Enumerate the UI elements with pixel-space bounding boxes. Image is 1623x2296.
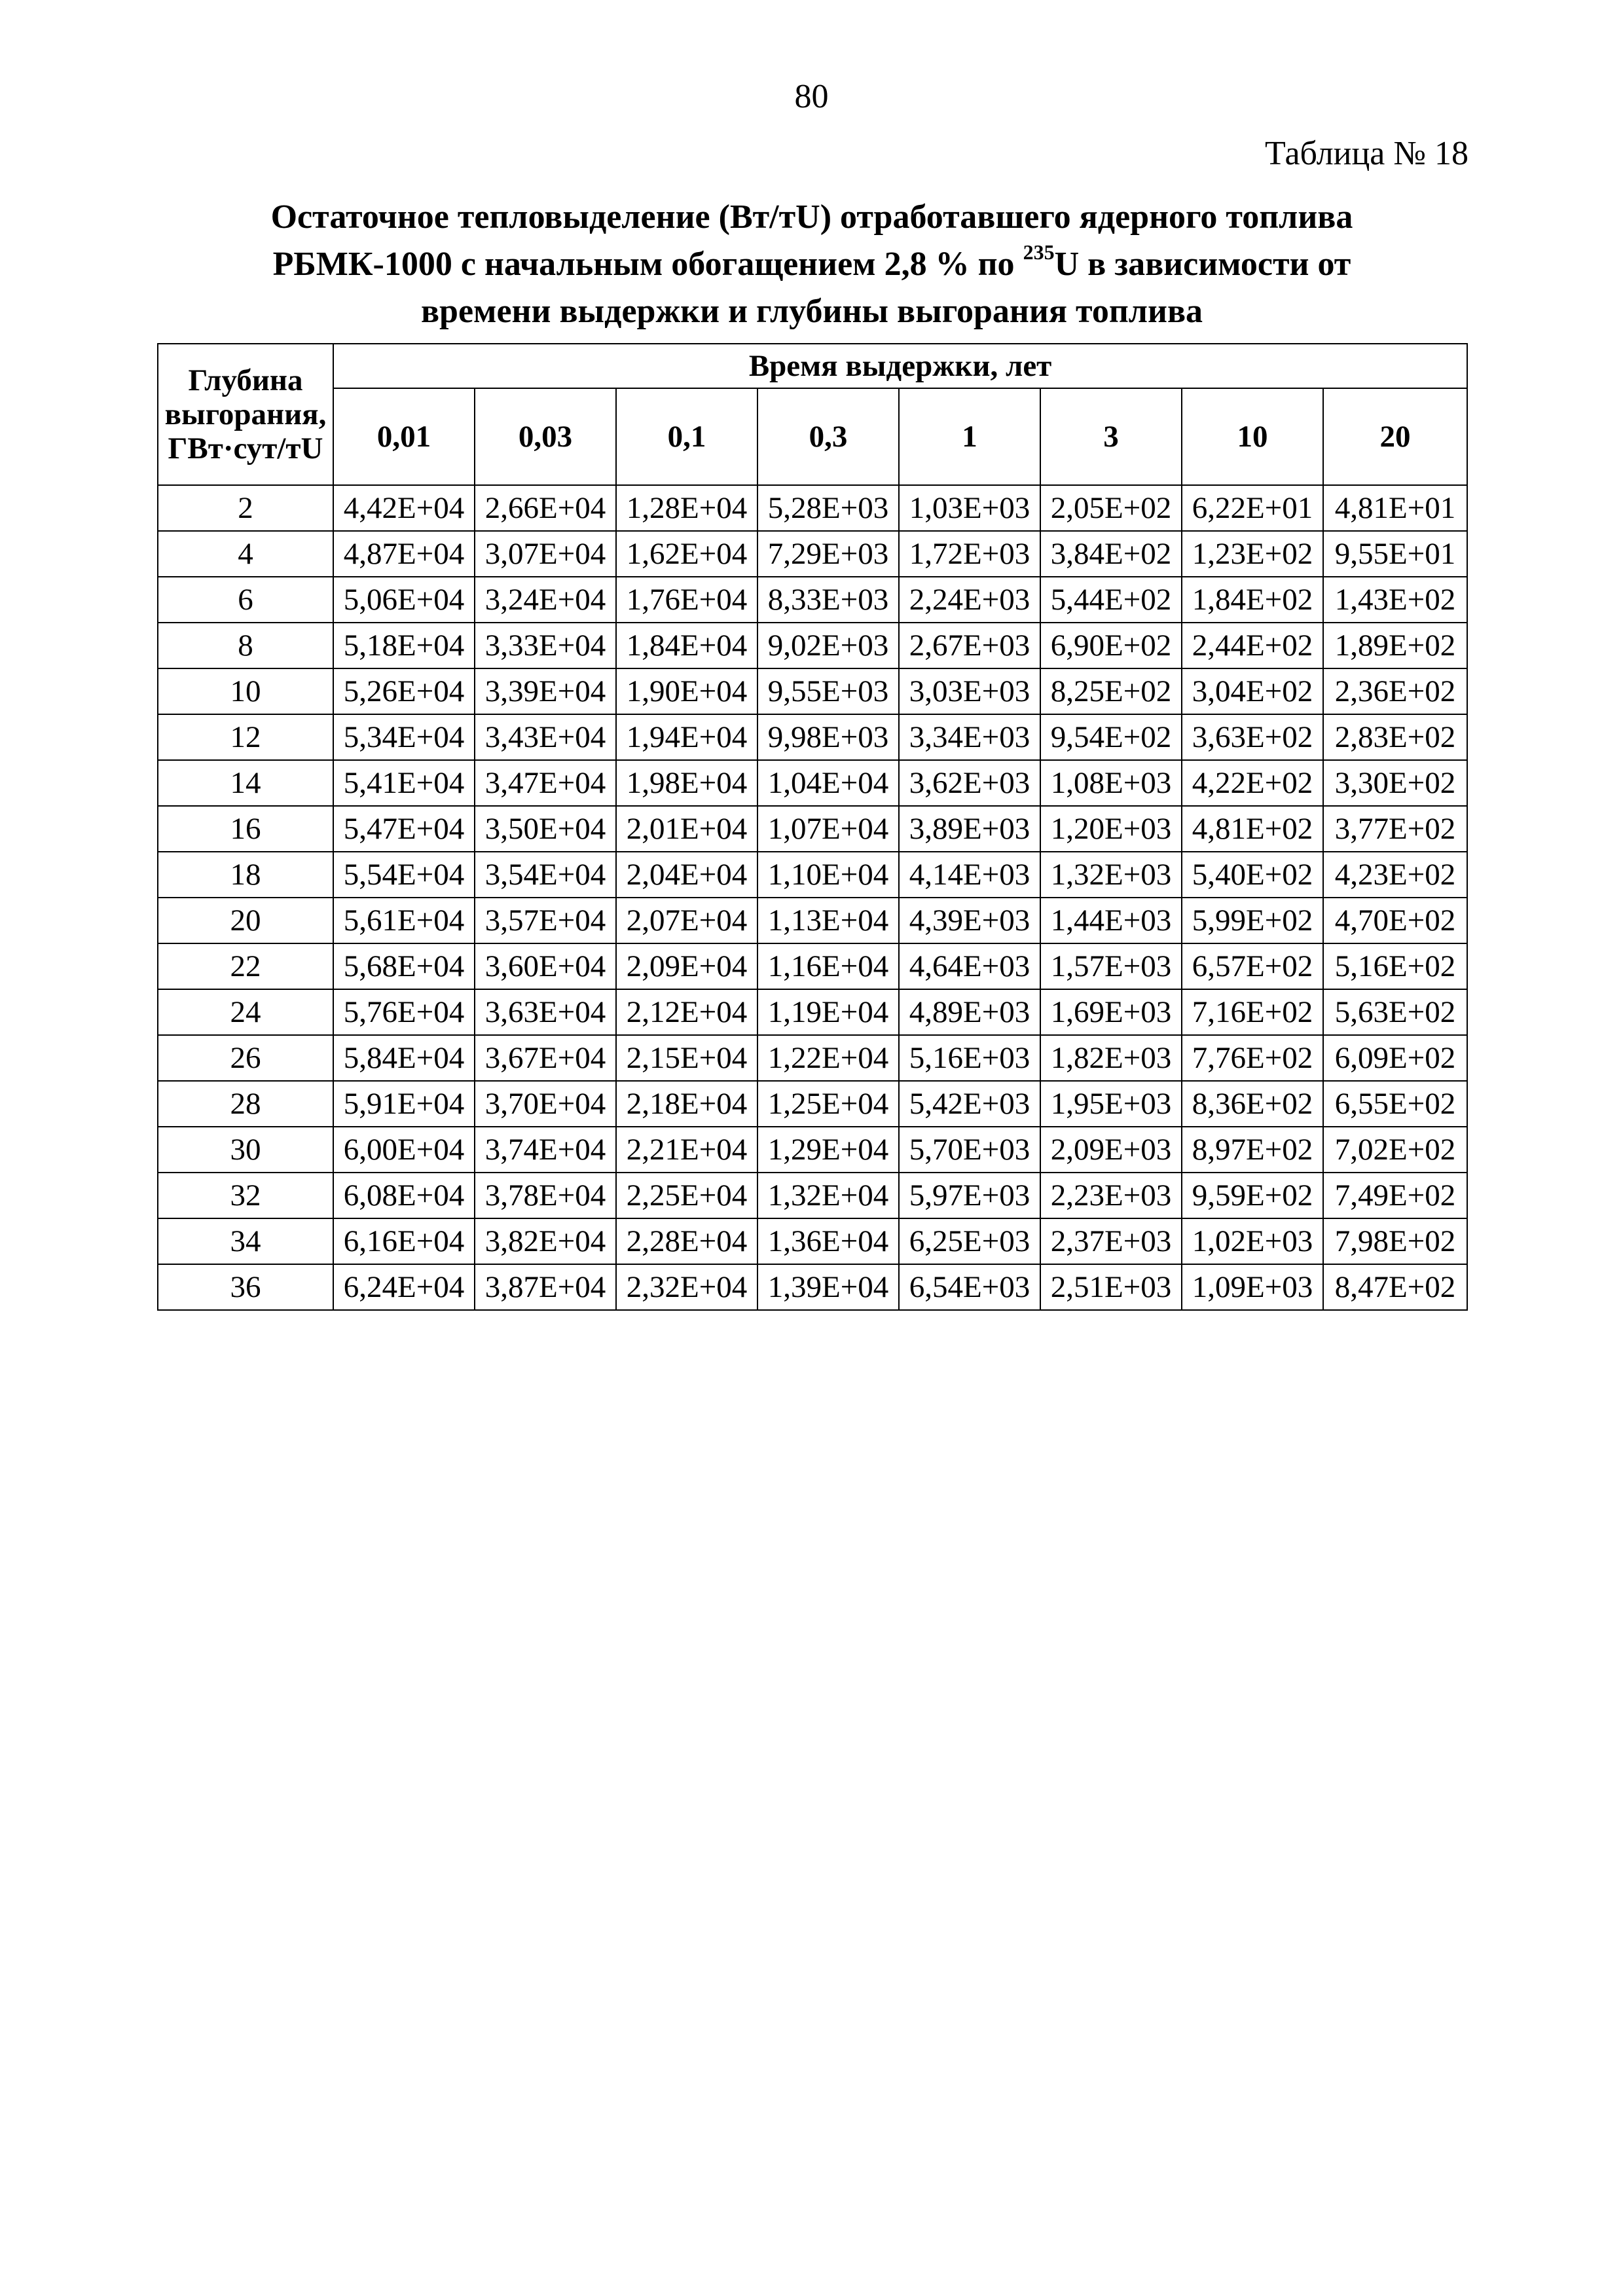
heat-value-cell: 2,15E+04 (616, 1035, 757, 1081)
table-header (158, 344, 1467, 485)
heat-value-cell: 7,76E+02 (1182, 1035, 1323, 1081)
heat-value-cell: 3,50E+04 (475, 806, 616, 852)
heat-value-cell: 2,51E+03 (1040, 1264, 1182, 1310)
heat-value-cell: 5,54E+04 (333, 852, 475, 898)
heat-value-cell: 3,60E+04 (475, 943, 616, 989)
heat-value-cell: 5,61E+04 (333, 898, 475, 943)
heat-value-cell: 1,72E+03 (899, 531, 1040, 577)
table-row (158, 898, 1467, 943)
title-line-2 (157, 241, 1467, 288)
heat-value-cell: 5,40E+02 (1182, 852, 1323, 898)
heat-value-cell: 3,33E+04 (475, 623, 616, 668)
burnup-cell: 34 (158, 1218, 333, 1264)
table-row (158, 1035, 1467, 1081)
heat-value-cell: 1,82E+03 (1040, 1035, 1182, 1081)
heat-value-cell: 5,76E+04 (333, 989, 475, 1035)
heat-value-cell: 1,32E+03 (1040, 852, 1182, 898)
heat-value-cell: 5,16E+03 (899, 1035, 1040, 1081)
header-row-group (158, 344, 1467, 388)
heat-value-cell: 2,25E+04 (616, 1173, 757, 1218)
burnup-cell: 24 (158, 989, 333, 1035)
heat-value-cell: 5,18E+04 (333, 623, 475, 668)
heat-value-cell: 8,97E+02 (1182, 1127, 1323, 1173)
heat-value-cell: 2,66E+04 (475, 485, 616, 531)
heat-value-cell: 3,89E+03 (899, 806, 1040, 852)
heat-value-cell: 5,41E+04 (333, 760, 475, 806)
heat-value-cell: 7,29E+03 (757, 531, 899, 577)
heat-value-cell: 2,05E+02 (1040, 485, 1182, 531)
heat-value-cell: 4,42E+04 (333, 485, 475, 531)
heat-value-cell: 5,16E+02 (1323, 943, 1467, 989)
heat-value-cell: 2,21E+04 (616, 1127, 757, 1173)
heat-value-cell: 2,32E+04 (616, 1264, 757, 1310)
heat-value-cell: 4,81E+02 (1182, 806, 1323, 852)
burnup-header-line-2: выгорания, (164, 397, 327, 431)
table-row (158, 668, 1467, 714)
burnup-header-line-3: ГВт·сут/тU (168, 431, 323, 465)
burnup-header-line-1: Глубина (188, 363, 303, 397)
heat-value-cell: 9,98E+03 (757, 714, 899, 760)
heat-value-cell: 9,55E+01 (1323, 531, 1467, 577)
heat-value-cell: 1,43E+02 (1323, 577, 1467, 623)
heat-value-cell: 5,28E+03 (757, 485, 899, 531)
heat-value-cell: 2,23E+03 (1040, 1173, 1182, 1218)
heat-value-cell: 1,25E+04 (757, 1081, 899, 1127)
heat-value-cell: 1,03E+03 (899, 485, 1040, 531)
heat-value-cell: 4,81E+01 (1323, 485, 1467, 531)
heat-value-cell: 3,24E+04 (475, 577, 616, 623)
heat-value-cell: 5,97E+03 (899, 1173, 1040, 1218)
heat-value-cell: 2,18E+04 (616, 1081, 757, 1127)
heat-value-cell: 2,24E+03 (899, 577, 1040, 623)
heat-value-cell: 3,62E+03 (899, 760, 1040, 806)
heat-value-cell: 2,44E+02 (1182, 623, 1323, 668)
table-row (158, 989, 1467, 1035)
column-header-time: 0,1 (616, 388, 757, 485)
heat-value-cell: 1,20E+03 (1040, 806, 1182, 852)
table-row (158, 531, 1467, 577)
burnup-cell: 26 (158, 1035, 333, 1081)
heat-value-cell: 1,76E+04 (616, 577, 757, 623)
heat-value-cell: 1,19E+04 (757, 989, 899, 1035)
heat-value-cell: 7,16E+02 (1182, 989, 1323, 1035)
heat-value-cell: 5,63E+02 (1323, 989, 1467, 1035)
heat-value-cell: 1,29E+04 (757, 1127, 899, 1173)
table-row (158, 760, 1467, 806)
title-line-2-start: РБМК-1000 с начальным обогащением 2,8 % по (272, 246, 1023, 283)
heat-value-cell: 3,87E+04 (475, 1264, 616, 1310)
heat-value-cell: 5,99E+02 (1182, 898, 1323, 943)
heat-value-cell: 2,36E+02 (1323, 668, 1467, 714)
heat-value-cell: 6,16E+04 (333, 1218, 475, 1264)
heat-value-cell: 3,77E+02 (1323, 806, 1467, 852)
heat-value-cell: 3,57E+04 (475, 898, 616, 943)
heat-value-cell: 4,70E+02 (1323, 898, 1467, 943)
heat-value-cell: 6,55E+02 (1323, 1081, 1467, 1127)
heat-value-cell: 2,07E+04 (616, 898, 757, 943)
table-row (158, 1218, 1467, 1264)
table-row (158, 943, 1467, 989)
heat-value-cell: 7,49E+02 (1323, 1173, 1467, 1218)
heat-value-cell: 5,34E+04 (333, 714, 475, 760)
table-row (158, 714, 1467, 760)
heat-value-cell: 4,64E+03 (899, 943, 1040, 989)
heat-value-cell: 5,70E+03 (899, 1127, 1040, 1173)
heat-value-cell: 3,63E+04 (475, 989, 616, 1035)
burnup-cell: 4 (158, 531, 333, 577)
table-row (158, 1264, 1467, 1310)
heat-value-cell: 4,14E+03 (899, 852, 1040, 898)
heat-value-cell: 1,07E+04 (757, 806, 899, 852)
burnup-cell: 12 (158, 714, 333, 760)
table-row (158, 1081, 1467, 1127)
heat-value-cell: 1,04E+04 (757, 760, 899, 806)
column-header-time: 0,03 (475, 388, 616, 485)
heat-value-cell: 6,09E+02 (1323, 1035, 1467, 1081)
heat-value-cell: 1,08E+03 (1040, 760, 1182, 806)
heat-value-cell: 1,22E+04 (757, 1035, 899, 1081)
heat-value-cell: 5,44E+02 (1040, 577, 1182, 623)
heat-value-cell: 8,33E+03 (757, 577, 899, 623)
heat-value-cell: 4,23E+02 (1323, 852, 1467, 898)
burnup-cell: 22 (158, 943, 333, 989)
heat-value-cell: 3,04E+02 (1182, 668, 1323, 714)
heat-value-cell: 3,54E+04 (475, 852, 616, 898)
heat-value-cell: 8,36E+02 (1182, 1081, 1323, 1127)
table-row (158, 852, 1467, 898)
heat-value-cell: 1,02E+03 (1182, 1218, 1323, 1264)
heat-value-cell: 9,59E+02 (1182, 1173, 1323, 1218)
heat-value-cell: 4,87E+04 (333, 531, 475, 577)
burnup-cell: 6 (158, 577, 333, 623)
burnup-cell: 32 (158, 1173, 333, 1218)
heat-value-cell: 1,36E+04 (757, 1218, 899, 1264)
heat-value-cell: 1,95E+03 (1040, 1081, 1182, 1127)
heat-value-cell: 5,91E+04 (333, 1081, 475, 1127)
heat-value-cell: 6,08E+04 (333, 1173, 475, 1218)
heat-value-cell: 1,69E+03 (1040, 989, 1182, 1035)
heat-value-cell: 1,84E+02 (1182, 577, 1323, 623)
heat-value-cell: 1,98E+04 (616, 760, 757, 806)
heat-value-cell: 7,98E+02 (1323, 1218, 1467, 1264)
heat-value-cell: 3,82E+04 (475, 1218, 616, 1264)
heat-value-cell: 1,94E+04 (616, 714, 757, 760)
heat-value-cell: 6,00E+04 (333, 1127, 475, 1173)
page-number: 80 (794, 78, 829, 115)
heat-value-cell: 1,16E+04 (757, 943, 899, 989)
heat-value-cell: 1,10E+04 (757, 852, 899, 898)
decay-heat-table (157, 343, 1468, 1311)
heat-value-cell: 5,26E+04 (333, 668, 475, 714)
heat-value-cell: 1,09E+03 (1182, 1264, 1323, 1310)
heat-value-cell: 4,39E+03 (899, 898, 1040, 943)
heat-value-cell: 1,44E+03 (1040, 898, 1182, 943)
heat-value-cell: 1,23E+02 (1182, 531, 1323, 577)
heat-value-cell: 8,47E+02 (1323, 1264, 1467, 1310)
heat-value-cell: 2,28E+04 (616, 1218, 757, 1264)
isotope-superscript: 235 (1023, 240, 1055, 264)
burnup-cell: 18 (158, 852, 333, 898)
heat-value-cell: 3,63E+02 (1182, 714, 1323, 760)
heat-value-cell: 3,39E+04 (475, 668, 616, 714)
heat-value-cell: 6,24E+04 (333, 1264, 475, 1310)
title-line-2-end: U в зависимости от (1054, 246, 1351, 283)
table-title (157, 194, 1467, 335)
heat-value-cell: 2,12E+04 (616, 989, 757, 1035)
heat-value-cell: 6,22E+01 (1182, 485, 1323, 531)
heat-value-cell: 4,89E+03 (899, 989, 1040, 1035)
table-row (158, 1127, 1467, 1173)
heat-value-cell: 3,70E+04 (475, 1081, 616, 1127)
burnup-cell: 8 (158, 623, 333, 668)
heat-value-cell: 6,57E+02 (1182, 943, 1323, 989)
column-header-time: 10 (1182, 388, 1323, 485)
burnup-cell: 30 (158, 1127, 333, 1173)
heat-value-cell: 3,84E+02 (1040, 531, 1182, 577)
header-row-columns (158, 388, 1467, 485)
heat-value-cell: 2,01E+04 (616, 806, 757, 852)
column-header-time: 1 (899, 388, 1040, 485)
heat-value-cell: 3,34E+03 (899, 714, 1040, 760)
column-header-time: 3 (1040, 388, 1182, 485)
burnup-cell: 28 (158, 1081, 333, 1127)
table-row (158, 485, 1467, 531)
burnup-cell: 16 (158, 806, 333, 852)
heat-value-cell: 5,42E+03 (899, 1081, 1040, 1127)
table-row (158, 623, 1467, 668)
heat-value-cell: 1,13E+04 (757, 898, 899, 943)
heat-value-cell: 2,09E+03 (1040, 1127, 1182, 1173)
heat-value-cell: 1,62E+04 (616, 531, 757, 577)
heat-value-cell: 2,09E+04 (616, 943, 757, 989)
burnup-cell: 20 (158, 898, 333, 943)
heat-value-cell: 6,25E+03 (899, 1218, 1040, 1264)
heat-value-cell: 3,03E+03 (899, 668, 1040, 714)
heat-value-cell: 3,43E+04 (475, 714, 616, 760)
heat-value-cell: 1,84E+04 (616, 623, 757, 668)
table-row (158, 806, 1467, 852)
heat-value-cell: 9,55E+03 (757, 668, 899, 714)
heat-value-cell: 8,25E+02 (1040, 668, 1182, 714)
heat-value-cell: 5,06E+04 (333, 577, 475, 623)
heat-value-cell: 5,84E+04 (333, 1035, 475, 1081)
heat-value-cell: 5,47E+04 (333, 806, 475, 852)
heat-value-cell: 1,32E+04 (757, 1173, 899, 1218)
heat-value-cell: 1,57E+03 (1040, 943, 1182, 989)
cooling-time-group-header: Время выдержки, лет (333, 344, 1467, 388)
heat-value-cell: 3,30E+02 (1323, 760, 1467, 806)
heat-value-cell: 3,78E+04 (475, 1173, 616, 1218)
heat-value-cell: 2,67E+03 (899, 623, 1040, 668)
column-header-time: 0,3 (757, 388, 899, 485)
heat-value-cell: 3,67E+04 (475, 1035, 616, 1081)
heat-value-cell: 1,89E+02 (1323, 623, 1467, 668)
table-body (158, 485, 1467, 1310)
column-header-time: 20 (1323, 388, 1467, 485)
heat-value-cell: 3,47E+04 (475, 760, 616, 806)
heat-value-cell: 7,02E+02 (1323, 1127, 1467, 1173)
burnup-cell: 2 (158, 485, 333, 531)
heat-value-cell: 1,90E+04 (616, 668, 757, 714)
table-row (158, 1173, 1467, 1218)
column-header-time: 0,01 (333, 388, 475, 485)
heat-value-cell: 2,04E+04 (616, 852, 757, 898)
heat-value-cell: 2,37E+03 (1040, 1218, 1182, 1264)
heat-value-cell: 9,02E+03 (757, 623, 899, 668)
burnup-column-header (158, 344, 333, 485)
heat-value-cell: 4,22E+02 (1182, 760, 1323, 806)
heat-value-cell: 2,83E+02 (1323, 714, 1467, 760)
heat-value-cell: 6,54E+03 (899, 1264, 1040, 1310)
burnup-cell: 36 (158, 1264, 333, 1310)
table-row (158, 577, 1467, 623)
burnup-cell: 10 (158, 668, 333, 714)
heat-value-cell: 6,90E+02 (1040, 623, 1182, 668)
heat-value-cell: 1,39E+04 (757, 1264, 899, 1310)
heat-value-cell: 9,54E+02 (1040, 714, 1182, 760)
table-label: Таблица № 18 (1264, 135, 1468, 172)
burnup-cell: 14 (158, 760, 333, 806)
heat-value-cell: 3,07E+04 (475, 531, 616, 577)
heat-value-cell: 1,28E+04 (616, 485, 757, 531)
heat-value-cell: 3,74E+04 (475, 1127, 616, 1173)
title-line-1: Остаточное тепловыделение (Вт/тU) отработавшего ядерного топлива (270, 198, 1353, 236)
title-line-3: времени выдержки и глубины выгорания топлива (420, 293, 1203, 330)
heat-value-cell: 5,68E+04 (333, 943, 475, 989)
